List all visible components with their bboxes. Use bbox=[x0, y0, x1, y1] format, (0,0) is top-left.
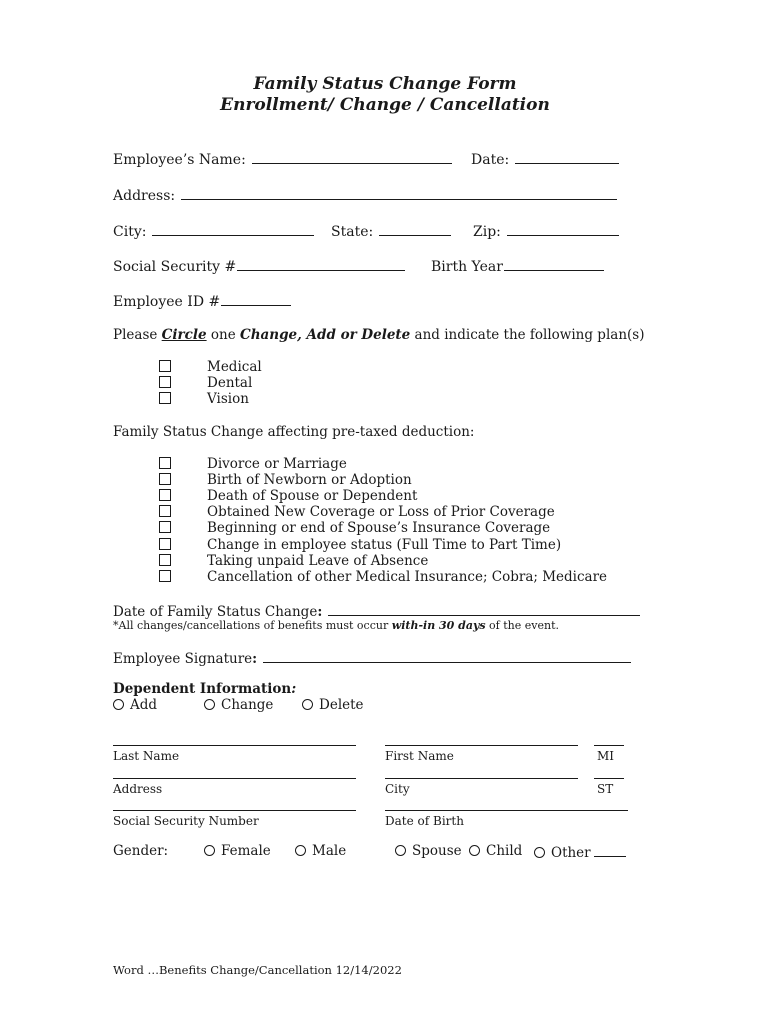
ssn-label: Social Security # bbox=[113, 259, 237, 275]
last-name-line[interactable] bbox=[113, 745, 356, 746]
status-label: Obtained New Coverage or Loss of Prior Coverage bbox=[207, 504, 555, 520]
date-label: Date: bbox=[471, 152, 510, 168]
dependent-heading bbox=[113, 681, 296, 697]
birth-year-line[interactable] bbox=[504, 257, 604, 271]
date-of-change-line[interactable] bbox=[328, 602, 640, 616]
mi-line[interactable] bbox=[594, 745, 624, 746]
employee-name-label: Employee’s Name: bbox=[113, 152, 246, 168]
status-label: Death of Spouse or Dependent bbox=[207, 488, 418, 504]
instruction-text: and indicate the following plan(s) bbox=[410, 327, 645, 343]
dependent-st-label: ST bbox=[597, 782, 614, 796]
checkbox[interactable] bbox=[159, 521, 171, 533]
other-line[interactable] bbox=[594, 843, 626, 857]
status-label: Change in employee status (Full Time to Part Time) bbox=[207, 537, 562, 553]
date-field[interactable] bbox=[471, 150, 619, 168]
checkbox[interactable] bbox=[159, 570, 171, 582]
state-label: State: bbox=[331, 224, 374, 240]
birth-year-field[interactable] bbox=[431, 257, 604, 275]
plan-checkbox-vision[interactable] bbox=[159, 391, 249, 407]
date-of-change-field[interactable] bbox=[113, 602, 640, 620]
radio-label: Male bbox=[312, 843, 347, 859]
employee-name-line[interactable] bbox=[252, 150, 452, 164]
plan-checkbox-dental[interactable] bbox=[159, 375, 252, 391]
signature-label: Employee Signature bbox=[113, 651, 253, 667]
plan-label: Dental bbox=[207, 375, 253, 391]
city-field[interactable] bbox=[113, 222, 314, 240]
state-field[interactable] bbox=[331, 222, 451, 240]
ssn-field[interactable] bbox=[113, 257, 405, 275]
radio-circle-icon[interactable] bbox=[469, 845, 480, 856]
status-checkbox-employee-status[interactable] bbox=[159, 537, 561, 553]
zip-field[interactable] bbox=[473, 222, 619, 240]
dependent-st-line[interactable] bbox=[594, 778, 624, 779]
status-checkbox-birth-adoption[interactable] bbox=[159, 472, 412, 488]
radio-spouse[interactable] bbox=[395, 843, 462, 859]
dependent-ssn-line[interactable] bbox=[113, 810, 356, 811]
dependent-heading-text: Dependent Information bbox=[113, 681, 292, 697]
checkbox[interactable] bbox=[159, 505, 171, 517]
checkbox[interactable] bbox=[159, 376, 171, 388]
gender-label: Gender: bbox=[113, 843, 169, 859]
radio-circle-icon[interactable] bbox=[204, 699, 215, 710]
dependent-address-label: Address bbox=[113, 782, 163, 796]
plan-label: Medical bbox=[207, 359, 262, 375]
radio-circle-icon[interactable] bbox=[395, 845, 406, 856]
address-field[interactable] bbox=[113, 186, 617, 204]
dependent-dob-line[interactable] bbox=[385, 810, 628, 811]
state-line[interactable] bbox=[379, 222, 451, 236]
dependent-city-label: City bbox=[385, 782, 410, 796]
radio-circle-icon[interactable] bbox=[295, 845, 306, 856]
note-text: *All changes/cancellations of benefits must occur bbox=[113, 619, 392, 632]
checkbox[interactable] bbox=[159, 489, 171, 501]
status-label: Divorce or Marriage bbox=[207, 456, 347, 472]
ssn-line[interactable] bbox=[237, 257, 405, 271]
first-name-label: First Name bbox=[385, 749, 454, 763]
dependent-city-line[interactable] bbox=[385, 778, 578, 779]
first-name-line[interactable] bbox=[385, 745, 578, 746]
form-title: Family Status Change Form bbox=[253, 74, 517, 94]
radio-other[interactable] bbox=[534, 843, 626, 861]
zip-label: Zip: bbox=[473, 224, 501, 240]
radio-label: Delete bbox=[319, 697, 364, 713]
city-label: City: bbox=[113, 224, 147, 240]
radio-label: Spouse bbox=[412, 843, 462, 859]
radio-circle-icon[interactable] bbox=[204, 845, 215, 856]
dependent-dob-label: Date of Birth bbox=[385, 814, 464, 828]
status-label: Taking unpaid Leave of Absence bbox=[207, 553, 429, 569]
status-checkbox-leave[interactable] bbox=[159, 553, 428, 569]
radio-label: Other bbox=[551, 845, 591, 861]
radio-child[interactable] bbox=[469, 843, 522, 859]
radio-circle-icon[interactable] bbox=[302, 699, 313, 710]
radio-change[interactable] bbox=[204, 697, 273, 713]
radio-label: Add bbox=[130, 697, 158, 713]
radio-male[interactable] bbox=[295, 843, 346, 859]
employee-name-field[interactable] bbox=[113, 150, 452, 168]
mi-label: MI bbox=[597, 749, 615, 763]
footer-text: Word …Benefits Change/Cancellation 12/14/2022 bbox=[113, 963, 402, 977]
signature-line[interactable] bbox=[263, 649, 631, 663]
date-line[interactable] bbox=[515, 150, 619, 164]
date-of-change-colon: : bbox=[317, 604, 323, 620]
status-label: Birth of Newborn or Adoption bbox=[207, 472, 412, 488]
status-label: Cancellation of other Medical Insurance; Cobra; Medicare bbox=[207, 569, 608, 585]
form-subtitle: Enrollment/ Change / Cancellation bbox=[220, 95, 550, 115]
birth-year-label: Birth Year bbox=[431, 259, 503, 275]
city-line[interactable] bbox=[152, 222, 314, 236]
radio-circle-icon[interactable] bbox=[534, 847, 545, 858]
zip-line[interactable] bbox=[507, 222, 619, 236]
dependent-heading-colon: : bbox=[291, 681, 297, 697]
radio-add[interactable] bbox=[113, 697, 157, 713]
status-label: Beginning or end of Spouse’s Insurance Coverage bbox=[207, 520, 551, 536]
plan-instruction bbox=[113, 327, 644, 343]
address-label: Address: bbox=[113, 188, 176, 204]
status-checkbox-cancellation[interactable] bbox=[159, 569, 607, 585]
status-checkbox-coverage[interactable] bbox=[159, 504, 555, 520]
radio-delete[interactable] bbox=[302, 697, 364, 713]
dependent-ssn-label: Social Security Number bbox=[113, 814, 259, 828]
status-checkbox-spouse-coverage[interactable] bbox=[159, 520, 550, 536]
dependent-address-line[interactable] bbox=[113, 778, 356, 779]
status-checkbox-divorce-marriage[interactable] bbox=[159, 456, 347, 472]
instruction-circle: Circle bbox=[161, 327, 207, 343]
status-checkbox-death[interactable] bbox=[159, 488, 417, 504]
deadline-note bbox=[113, 619, 559, 632]
employee-id-field[interactable] bbox=[113, 292, 291, 310]
note-emphasis: with-in 30 days bbox=[391, 619, 486, 632]
employee-id-line[interactable] bbox=[221, 292, 291, 306]
radio-label: Female bbox=[221, 843, 271, 859]
instruction-text: Please bbox=[113, 327, 162, 343]
instruction-options: Change, Add or Delete bbox=[240, 327, 411, 343]
radio-circle-icon[interactable] bbox=[113, 699, 124, 710]
checkbox[interactable] bbox=[159, 538, 171, 550]
plan-label: Vision bbox=[207, 391, 249, 407]
address-line[interactable] bbox=[181, 186, 617, 200]
checkbox[interactable] bbox=[159, 457, 171, 469]
status-heading: Family Status Change affecting pre-taxed deduction: bbox=[113, 424, 475, 440]
instruction-text: one bbox=[206, 327, 240, 343]
checkbox[interactable] bbox=[159, 554, 171, 566]
note-text: of the event. bbox=[485, 619, 559, 632]
checkbox[interactable] bbox=[159, 473, 171, 485]
last-name-label: Last Name bbox=[113, 749, 180, 763]
radio-label: Child bbox=[486, 843, 523, 859]
plan-checkbox-medical[interactable] bbox=[159, 359, 262, 375]
employee-signature-field[interactable] bbox=[113, 649, 631, 667]
checkbox[interactable] bbox=[159, 392, 171, 404]
radio-female[interactable] bbox=[204, 843, 271, 859]
checkbox[interactable] bbox=[159, 360, 171, 372]
employee-id-label: Employee ID # bbox=[113, 294, 221, 310]
radio-label: Change bbox=[221, 697, 274, 713]
signature-colon: : bbox=[252, 651, 258, 667]
date-of-change-label: Date of Family Status Change bbox=[113, 604, 318, 620]
